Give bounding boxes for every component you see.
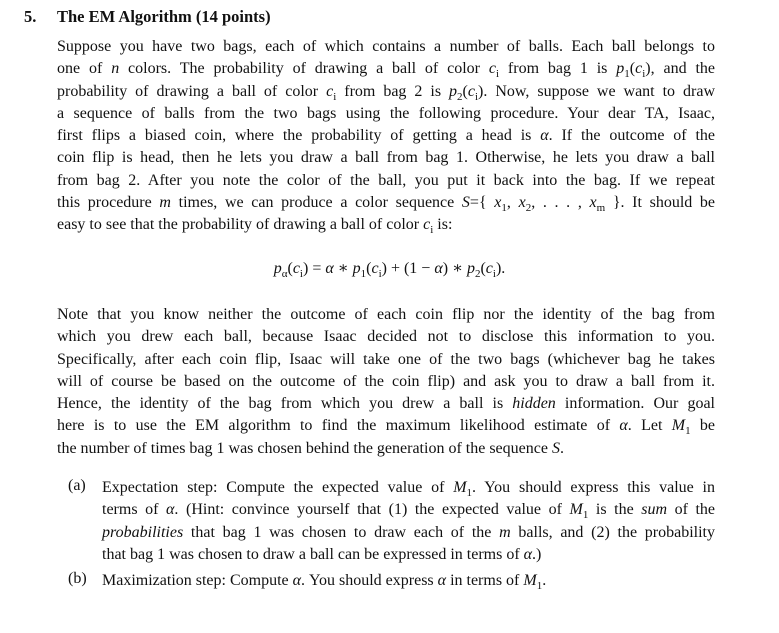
text-run: ( bbox=[366, 260, 372, 277]
text-run: from bag 2 is bbox=[336, 82, 450, 100]
math-symbol: c bbox=[635, 60, 643, 78]
text-run: ={ bbox=[469, 194, 495, 212]
math-symbol: S bbox=[551, 439, 560, 457]
math-symbol: x bbox=[518, 194, 526, 212]
text-line bbox=[57, 438, 715, 460]
math-symbol: α bbox=[325, 260, 334, 277]
math-symbol: α bbox=[292, 572, 302, 589]
text-line bbox=[57, 393, 715, 415]
math-symbol: p bbox=[273, 260, 282, 277]
text-line bbox=[57, 371, 715, 393]
text-run: be bbox=[690, 417, 715, 435]
text-run: . If the outcome of the bbox=[548, 127, 716, 145]
math-subscript: 1 bbox=[624, 68, 630, 81]
math-subscript: i bbox=[495, 68, 500, 81]
text-run: . Let bbox=[627, 417, 672, 435]
math-symbol: M bbox=[523, 572, 537, 589]
text-run: that bag 1 was chosen to draw each of the bbox=[183, 523, 500, 541]
hidden-info-paragraph bbox=[57, 304, 715, 460]
math-symbol: x bbox=[494, 194, 502, 212]
text-run: Suppose you have two bags, each of which contains a number of balls. Each ball belongs to bbox=[57, 38, 715, 55]
text-run: is: bbox=[433, 216, 453, 234]
math-symbol: c bbox=[485, 260, 493, 277]
text-run: ( bbox=[462, 82, 468, 100]
text-line bbox=[57, 58, 715, 80]
math-subscript: 2 bbox=[525, 202, 532, 215]
text-run: Expectation step: Compute the expected value of bbox=[102, 479, 454, 496]
math-symbol: α bbox=[166, 501, 175, 519]
part-a-text bbox=[102, 477, 715, 566]
math-subscript: 2 bbox=[457, 90, 463, 103]
text-line bbox=[102, 570, 715, 592]
math-subscript: 1 bbox=[360, 268, 367, 281]
problem-title: The EM Algorithm (14 points) bbox=[57, 7, 271, 26]
text-line bbox=[57, 103, 715, 125]
text-run: . (Hint: convince yourself that (1) the expected value of bbox=[174, 501, 570, 519]
text-run: ( bbox=[480, 260, 486, 277]
text-run: from bag 2. After you note the color of the ball, you put it back into the bag. If we repeat bbox=[57, 171, 715, 189]
text-run: from bag 1 is bbox=[499, 60, 617, 78]
text-run: ), and the bbox=[645, 60, 716, 78]
text-run: Hence, the identity of the bag from which you drew a ball is bbox=[57, 395, 513, 413]
text-line bbox=[102, 499, 715, 521]
math-symbol: sum bbox=[641, 501, 668, 519]
text-line bbox=[102, 544, 715, 566]
math-symbol: M bbox=[671, 417, 686, 435]
math-symbol: α bbox=[619, 417, 628, 435]
text-run: colors. The probability of drawing a ball of color bbox=[119, 60, 489, 78]
math-symbol: c bbox=[423, 216, 431, 234]
math-symbol: c bbox=[326, 82, 334, 100]
math-symbol: M bbox=[569, 501, 583, 519]
math-subscript: 1 bbox=[536, 580, 543, 593]
math-subscript: i bbox=[378, 268, 382, 281]
math-symbol: m bbox=[159, 194, 171, 212]
text-run: ) + (1 − bbox=[381, 260, 435, 277]
text-run: terms of bbox=[102, 501, 167, 519]
text-run: information. Our goal bbox=[555, 395, 716, 413]
text-run: Specifically, after each coin flip, Isaac will take one of the two bags (whichever bag he takes bbox=[57, 350, 715, 368]
text-run: ( bbox=[629, 60, 636, 78]
math-symbol: α bbox=[434, 260, 443, 277]
text-run: the number of times bag 1 was chosen behind the generation of the sequence bbox=[57, 439, 552, 457]
math-subscript: 1 bbox=[501, 202, 507, 215]
math-subscript: i bbox=[642, 68, 646, 81]
math-subscript: i bbox=[299, 268, 303, 281]
math-subscript: 1 bbox=[582, 509, 589, 522]
text-run: ). bbox=[495, 260, 506, 277]
math-subscript: α bbox=[281, 268, 288, 281]
text-run: is the bbox=[588, 501, 642, 519]
text-run: .) bbox=[532, 545, 542, 563]
math-symbol: M bbox=[453, 479, 467, 496]
text-run: balls, and (2) the probability bbox=[510, 523, 715, 541]
part-b-text bbox=[102, 570, 715, 592]
math-symbol: p bbox=[466, 260, 475, 277]
text-line bbox=[57, 192, 715, 214]
math-subscript: i bbox=[492, 268, 496, 281]
text-line bbox=[57, 81, 715, 103]
math-subscript: 1 bbox=[685, 425, 691, 438]
text-run: , bbox=[506, 194, 519, 212]
math-symbol: n bbox=[111, 60, 120, 78]
math-symbol: c bbox=[488, 60, 496, 78]
math-symbol: α bbox=[437, 572, 447, 589]
text-run: that bag 1 was chosen to draw a ball can be expressed in terms of bbox=[102, 545, 524, 563]
text-line bbox=[57, 349, 715, 371]
math-symbol: p bbox=[616, 60, 625, 78]
text-run: times, we can produce a color sequence bbox=[170, 194, 462, 212]
text-run: Note that you know neither the outcome of each coin flip nor the identity of the bag from bbox=[57, 306, 715, 323]
text-line bbox=[57, 326, 715, 348]
text-line bbox=[57, 36, 715, 58]
text-run: . You should express this value in bbox=[472, 479, 715, 496]
text-run: easy to see that the probability of drawing a ball of color bbox=[57, 216, 424, 234]
math-symbol: x bbox=[589, 194, 597, 212]
math-subscript: i bbox=[430, 224, 434, 237]
text-run: coin flip is head, then he lets you draw a ball from bag 1. Otherwise, he lets you draw a ball bbox=[57, 149, 715, 167]
text-line bbox=[57, 415, 715, 437]
math-symbol: c bbox=[292, 260, 300, 277]
mixture-formula bbox=[0, 258, 779, 280]
math-symbol: m bbox=[499, 523, 511, 541]
text-line bbox=[102, 477, 715, 499]
text-run: of the bbox=[667, 501, 716, 519]
intro-paragraph bbox=[57, 36, 715, 237]
math-symbol: c bbox=[371, 260, 379, 277]
text-line bbox=[57, 214, 715, 236]
text-run: ) = bbox=[302, 260, 326, 277]
text-run: . bbox=[559, 439, 564, 457]
math-symbol: c bbox=[467, 82, 475, 100]
text-run: }. It should be bbox=[605, 194, 716, 212]
text-line bbox=[57, 170, 715, 192]
math-subscript: i bbox=[333, 90, 337, 103]
text-run: . You should express bbox=[301, 572, 438, 589]
text-run: ) ∗ bbox=[442, 260, 467, 277]
text-line bbox=[57, 147, 715, 169]
text-run: this procedure bbox=[57, 194, 160, 212]
text-run: a sequence of balls from the two bags using the following procedure. Your dear TA, Isaac, bbox=[57, 104, 715, 122]
math-symbol: S bbox=[461, 194, 470, 212]
text-run: , . . . , bbox=[531, 194, 590, 212]
text-run: Maximization step: Compute bbox=[102, 572, 293, 589]
problem-number: 5. bbox=[24, 7, 37, 26]
math-symbol: α bbox=[540, 127, 549, 145]
math-subscript: 1 bbox=[466, 487, 473, 500]
math-subscript: m bbox=[596, 202, 606, 215]
text-run: ( bbox=[287, 260, 293, 277]
text-run: here is to use the EM algorithm to find the maximum likelihood estimate of bbox=[57, 417, 620, 435]
part-b-label: (b) bbox=[68, 570, 87, 587]
text-run: . bbox=[542, 572, 547, 589]
text-run: probability of drawing a ball of color bbox=[57, 82, 327, 100]
text-line bbox=[102, 522, 715, 544]
math-symbol: hidden bbox=[512, 395, 556, 413]
math-symbol: α bbox=[523, 545, 533, 563]
math-subscript: i bbox=[474, 90, 479, 103]
text-run: ). Now, suppose we want to draw bbox=[478, 82, 716, 100]
text-run: first flips a biased coin, where the probability of getting a head is bbox=[57, 127, 541, 145]
math-symbol: probabilities bbox=[102, 523, 184, 541]
text-run: which you drew each ball, because Isaac decided not to disclose this information to you. bbox=[57, 328, 715, 346]
text-run: ∗ bbox=[333, 260, 353, 277]
math-symbol: p bbox=[449, 82, 458, 100]
text-run: one of bbox=[57, 60, 112, 78]
math-subscript: 2 bbox=[474, 268, 481, 281]
text-run: will of course be based on the outcome of the coin flip) and ask you to draw a ball from it. bbox=[57, 372, 715, 390]
part-a-label: (a) bbox=[68, 477, 86, 494]
text-run: in terms of bbox=[446, 572, 524, 589]
math-symbol: p bbox=[352, 260, 361, 277]
text-line bbox=[57, 125, 715, 147]
text-line bbox=[57, 304, 715, 326]
